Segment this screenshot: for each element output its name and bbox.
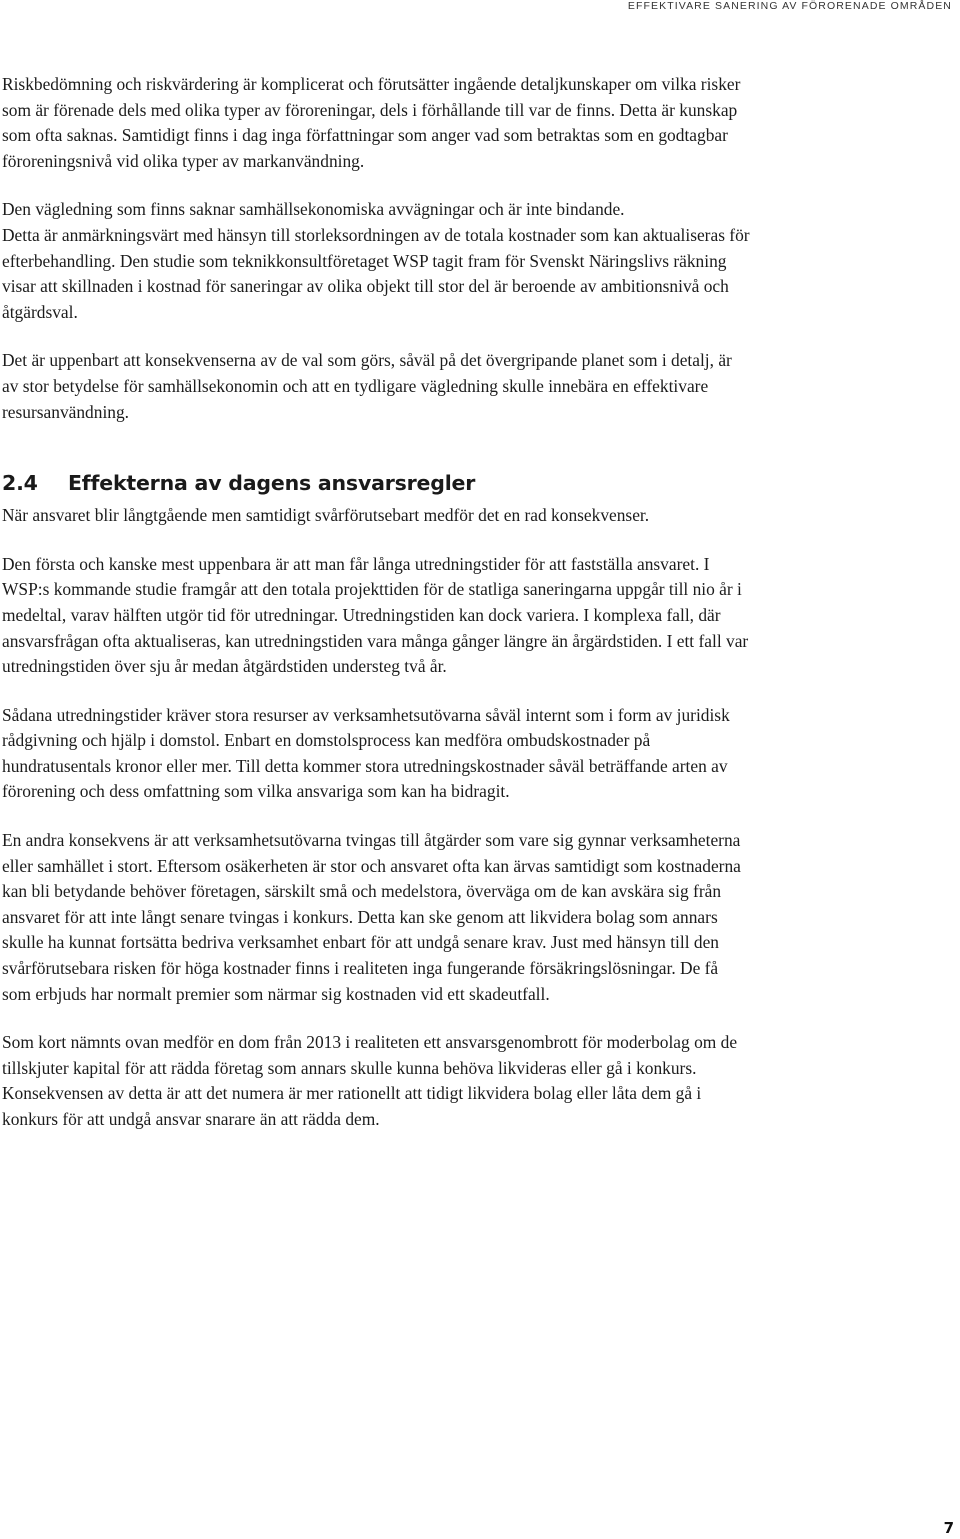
- section-heading: [2, 469, 750, 497]
- paragraph: Den vägledning som finns saknar samhällsekonomiska avvägningar och är inte bindande.: [2, 199, 625, 220]
- paragraph: Detta är anmärkningsvärt med hänsyn till storleksordningen av de totala kostnader som kan aktualiseras för efterbehandling. Den studie som teknikkonsultföretaget WSP tagit fram för Svenskt Näringslivs räkning visar att skillnaden i kostnad för saneringar av olika objekt till stor del är beroende av ambitionsnivå och åtgärdsval.: [2, 224, 750, 322]
- section-number: 2.4: [2, 471, 38, 496]
- paragraph: Den första och kanske mest uppenbara är att man får långa utredningstider för att fastställa ansvaret. I WSP:s kommande studie framgår att den totala projekttiden för de statliga saneringarna uppgår till nio år i medeltal, varav hälften utgör tid för utredningar. Utredningstiden kan dock variera. I komplexa fall, där ansvarsfrågan ofta aktualiseras, kan utredningstiden vara många gånger längre än årgärdstiden. I ett fall var utredningstiden över sju år medan åtgärdstiden understeg två år.: [2, 553, 749, 677]
- paragraph: Riskbedömning och riskvärdering är komplicerat och förutsätter ingående detaljkunskaper om vilka risker som är förenade dels med olika typer av föroreningar, dels i förhållande till var de finns. Detta är kunskap som ofta saknas. Samtidigt finns i dag inga författningar som anger vad som betraktas som en godtagbar föroreningsnivå vid olika typer av markanvändning.: [2, 74, 741, 171]
- paragraph: Som kort nämnts ovan medför en dom från 2013 i realiteten ett ansvarsgenombrott för moderbolag om de tillskjuter kapital för att rädda företag som annars skulle kunna behöva likvideras eller gå i konkurs. Konsekvensen av detta är att det numera är mer rationellt att tidigt likvidera bolag eller låta dem gå i konkurs för att undgå ansvar snarare än att rädda dem.: [2, 1032, 738, 1129]
- paragraph: Sådana utredningstider kräver stora resurser av verksamhetsutövarna såväl internt som i form av juridisk rådgivning och hjälp i domstol. Enbart en domstolsprocess kan medföra ombudskostnader på hundratusentals kronor eller mer. Till detta kommer stora utredningskostnader såväl beträffande arten av förorening och dess omfattning som vilka ansvariga som kan ha bidragit.: [2, 704, 730, 802]
- paragraph: En andra konsekvens är att verksamhetsutövarna tvingas till åtgärder som vare sig gynnar verksamheterna eller samhället i stort. Eftersom osäkerheten är stor och ansvaret ofta kan ärvas samtidigt som kostnaderna kan bli betydande behöver företagen, särskilt små och medelstora, överväga om de kan avskära sig från ansvaret för att inte långt senare tvingas i konkurs. Detta kan ske genom att likvidera bolag som annars skulle ha kunnat fortsätta bedriva verksamhet enbart för att undgå senare krav. Just med hänsyn till den svårförutsebara risken för höga kostnader finns i realiteten inga fungerande försäkringslösningar. De få som erbjuds har normalt premier som närmar sig kostnaden vid ett skadeutfall.: [2, 830, 741, 1004]
- body-text: [2, 72, 750, 1156]
- section-title: Effekterna av dagens ansvarsregler: [68, 471, 476, 496]
- paragraph: Det är uppenbart att konsekvenserna av de val som görs, såväl på det övergripande planet som i detalj, är av stor betydelse för samhällsekonomin och att en tydligare vägledning skulle innebära en effektivare resursanvändning.: [2, 350, 732, 422]
- running-header: EFFEKTIVARE SANERING AV FÖRORENADE OMRÅDEN: [627, 0, 952, 12]
- page-number: 7: [943, 1519, 954, 1537]
- paragraph: När ansvaret blir långtgående men samtidigt svårförutsebart medför det en rad konsekvenser.: [2, 505, 650, 526]
